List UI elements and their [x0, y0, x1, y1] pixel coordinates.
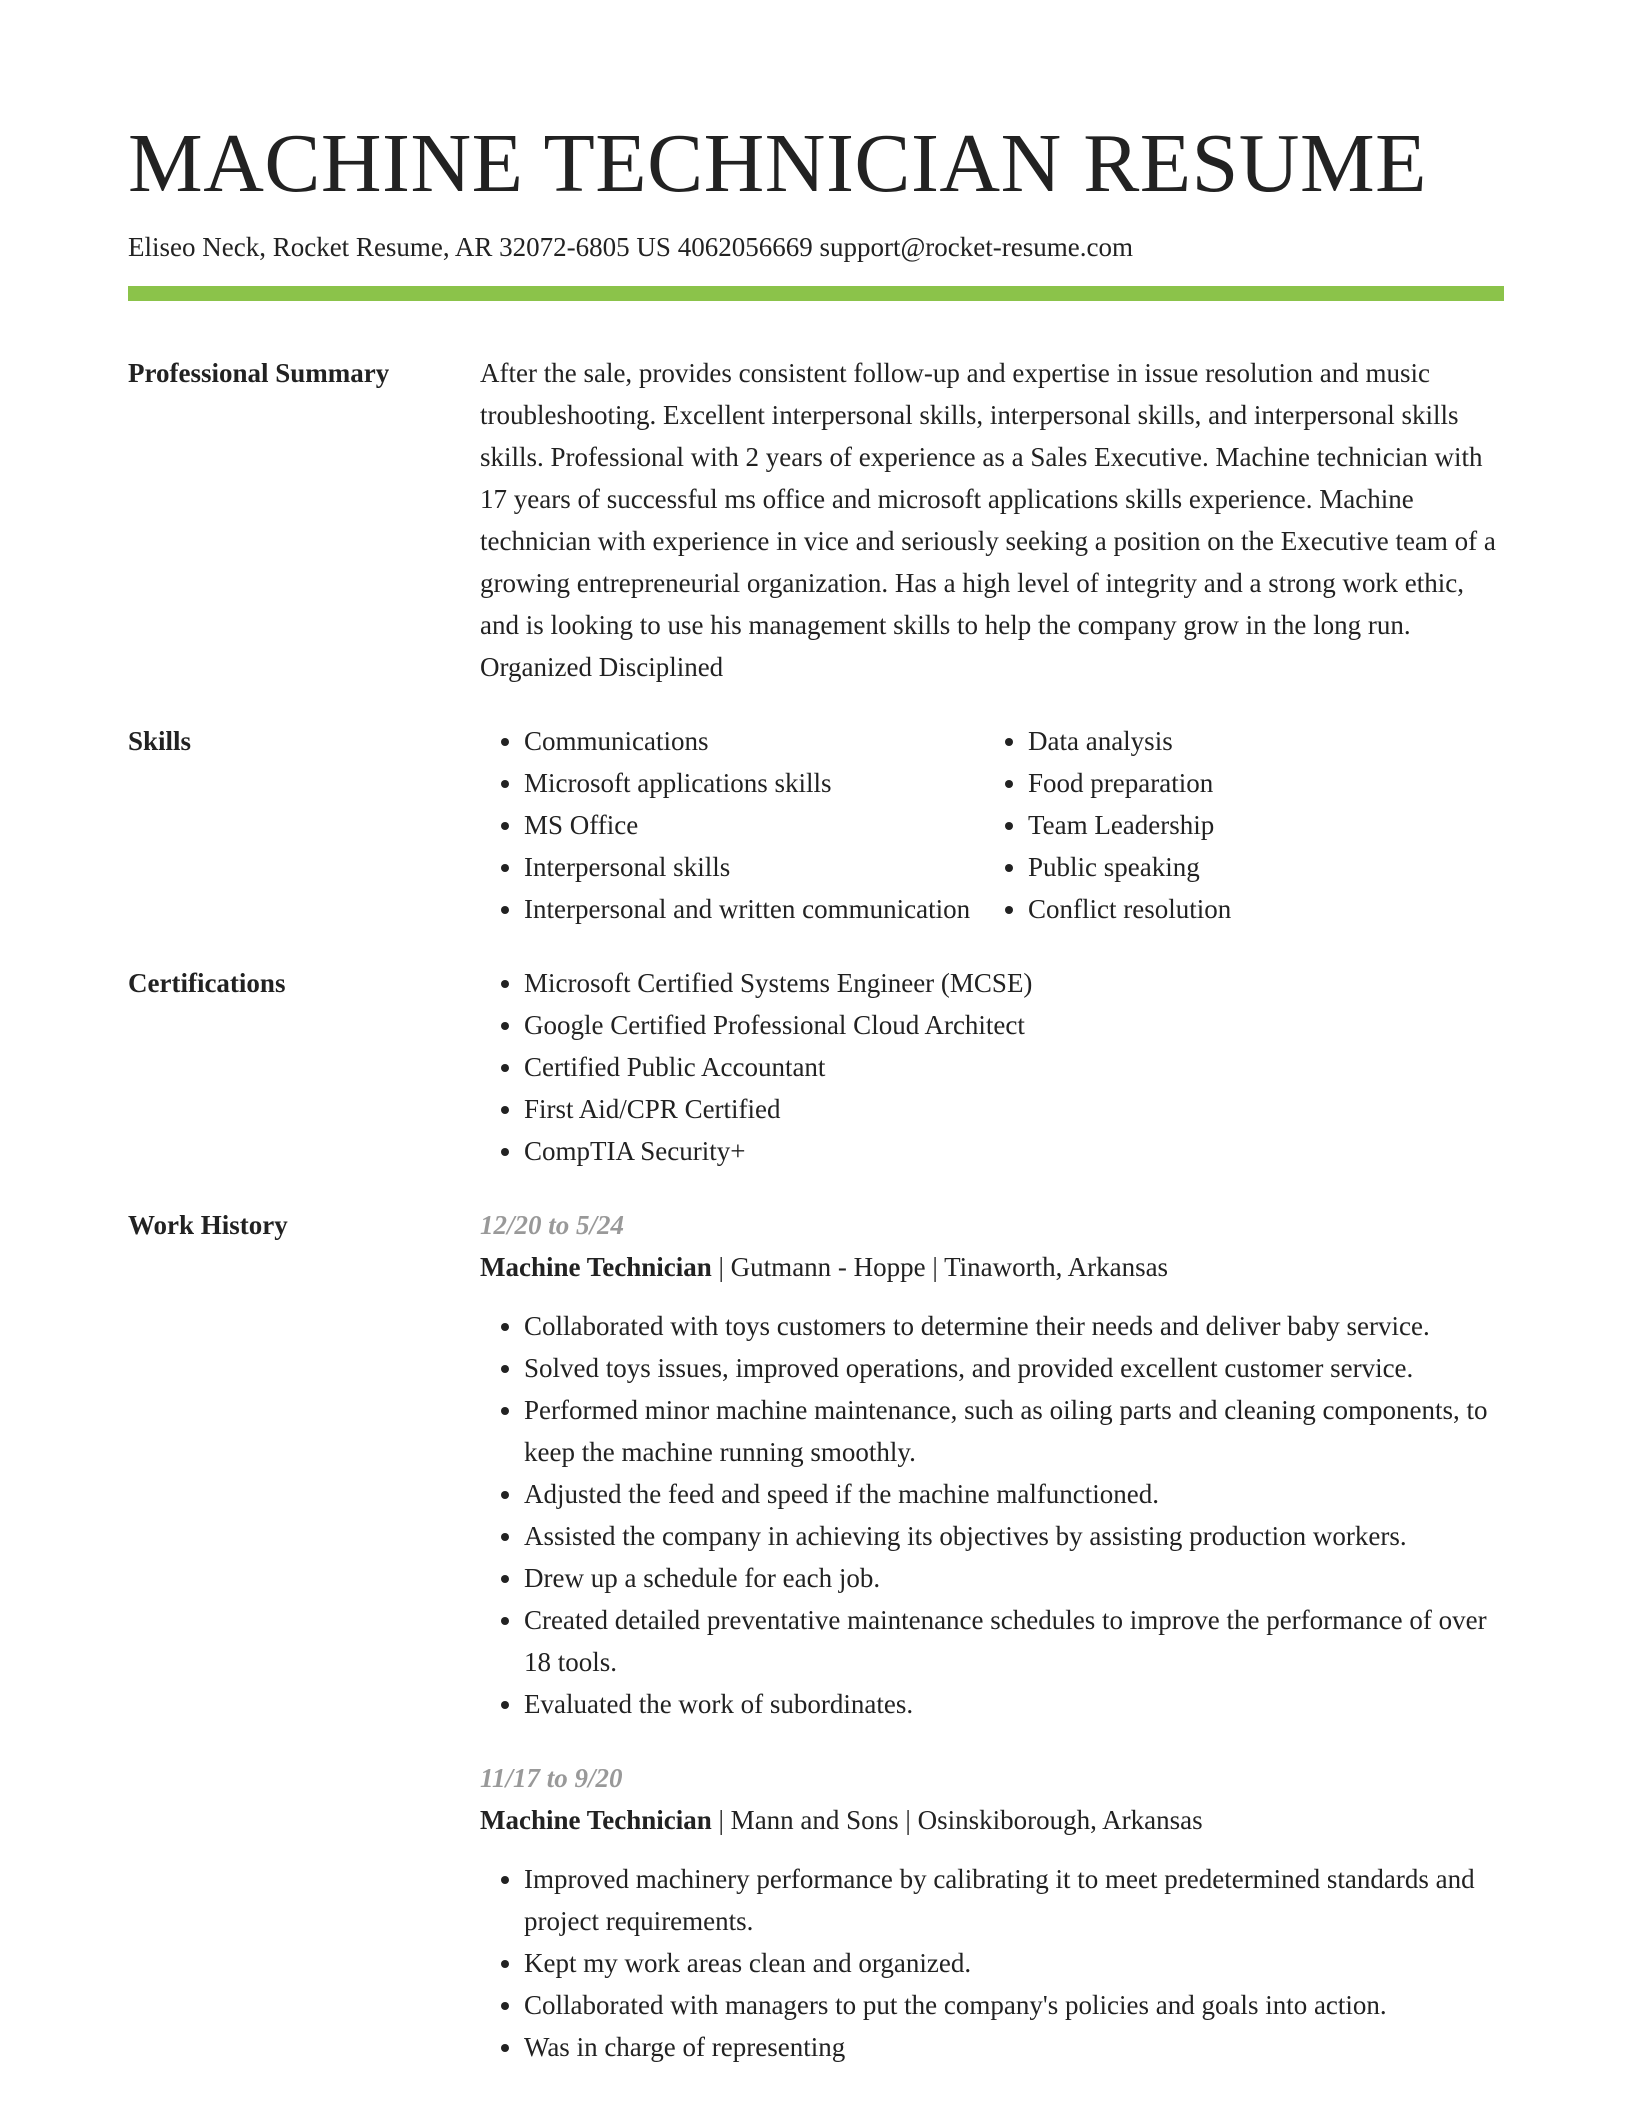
job-bullet: • Performed minor machine maintenance, such as oiling parts and cleaning components, to keep the machine running smoothly.	[524, 1389, 1504, 1473]
certification-item: • First Aid/CPR Certified	[524, 1088, 1504, 1130]
summary-body	[480, 352, 1504, 688]
skill-item: • Interpersonal skills	[524, 846, 1044, 888]
certification-item: • Google Certified Professional Cloud Architect	[524, 1004, 1504, 1046]
contact-info: Eliseo Neck, Rocket Resume, AR 32072-6805 US 4062056669 support@rocket-resume.com	[128, 232, 1133, 262]
job-bullet: • Kept my work areas clean and organized.	[524, 1942, 1504, 1984]
job-bullet: • Evaluated the work of subordinates.	[524, 1683, 1504, 1725]
section-label-skills: Skills	[128, 726, 192, 756]
skill-item: • Conflict resolution	[1028, 888, 1548, 930]
skill-item: • Communications	[524, 720, 1044, 762]
skill-item: • Microsoft applications skills	[524, 762, 1044, 804]
job-heading	[480, 1799, 1504, 1841]
job-dates: 11/17 to 9/20	[480, 1763, 623, 1793]
job-entry	[480, 1757, 1504, 2068]
job-heading	[480, 1246, 1504, 1288]
job-bullet-list	[480, 1858, 1504, 2068]
job-bullet: • Solved toys issues, improved operations, and provided excellent customer service.	[524, 1347, 1504, 1389]
certifications-list	[480, 962, 1504, 1172]
skills-list-right	[984, 720, 1548, 930]
job-title: Machine Technician	[480, 1805, 712, 1835]
section-label-summary: Professional Summary	[128, 358, 390, 388]
job-entry	[480, 1204, 1504, 1725]
skill-item: • MS Office	[524, 804, 1044, 846]
certification-item: • Certified Public Accountant	[524, 1046, 1504, 1088]
skills-list-left	[480, 720, 1044, 930]
skill-item: • Interpersonal and written communication	[524, 888, 1044, 930]
summary-text: After the sale, provides consistent follow-up and expertise in issue resolution and music troubleshooting. Excellent interpersonal skills, interpersonal skills, and interpersonal skills skills. Professional with 2 years of experience as a Sales Executive. Machine technician with 17 years of successful ms office and microsoft applications skills experience. Machine technician with experience in vice and seriously seeking a position on the Executive team of a growing entrepreneurial organization. Has a high level of integrity and a strong work ethic, and is looking to use his management skills to help the company grow in the long run. Organized Disciplined	[480, 358, 1496, 682]
job-bullet-list	[480, 1305, 1504, 1725]
skill-item: • Public speaking	[1028, 846, 1548, 888]
section-label-work-history: Work History	[128, 1210, 288, 1240]
job-bullet: • Assisted the company in achieving its objectives by assisting production workers.	[524, 1515, 1504, 1557]
job-title: Machine Technician	[480, 1252, 712, 1282]
job-bullet: • Collaborated with toys customers to determine their needs and deliver baby service.	[524, 1305, 1504, 1347]
skill-item: • Data analysis	[1028, 720, 1548, 762]
certification-item: • Microsoft Certified Systems Engineer (MCSE)	[524, 962, 1504, 1004]
skill-item: • Team Leadership	[1028, 804, 1548, 846]
job-bullet: • Created detailed preventative maintenance schedules to improve the performance of over 18 tools.	[524, 1599, 1504, 1683]
skill-item: • Food preparation	[1028, 762, 1548, 804]
job-details: | Mann and Sons | Osinskiborough, Arkansas	[711, 1805, 1203, 1835]
skills-columns	[480, 720, 1504, 930]
section-label-certifications: Certifications	[128, 968, 286, 998]
job-bullet: • Improved machinery performance by calibrating it to meet predetermined standards and project requirements.	[524, 1858, 1504, 1942]
certifications-body	[480, 962, 1504, 1172]
work-history-body	[480, 1204, 1504, 2068]
job-bullet: • Was in charge of representing	[524, 2026, 1504, 2068]
job-dates: 12/20 to 5/24	[480, 1210, 625, 1240]
skills-body	[480, 720, 1504, 930]
job-bullet: • Adjusted the feed and speed if the machine malfunctioned.	[524, 1473, 1504, 1515]
job-bullet: • Drew up a schedule for each job.	[524, 1557, 1504, 1599]
certification-item: • CompTIA Security+	[524, 1130, 1504, 1172]
accent-divider	[128, 286, 1504, 301]
job-details: | Gutmann - Hoppe | Tinaworth, Arkansas	[711, 1252, 1169, 1282]
resume-title: MACHINE TECHNICIAN RESUME	[128, 117, 1427, 210]
job-bullet: • Collaborated with managers to put the company's policies and goals into action.	[524, 1984, 1504, 2026]
